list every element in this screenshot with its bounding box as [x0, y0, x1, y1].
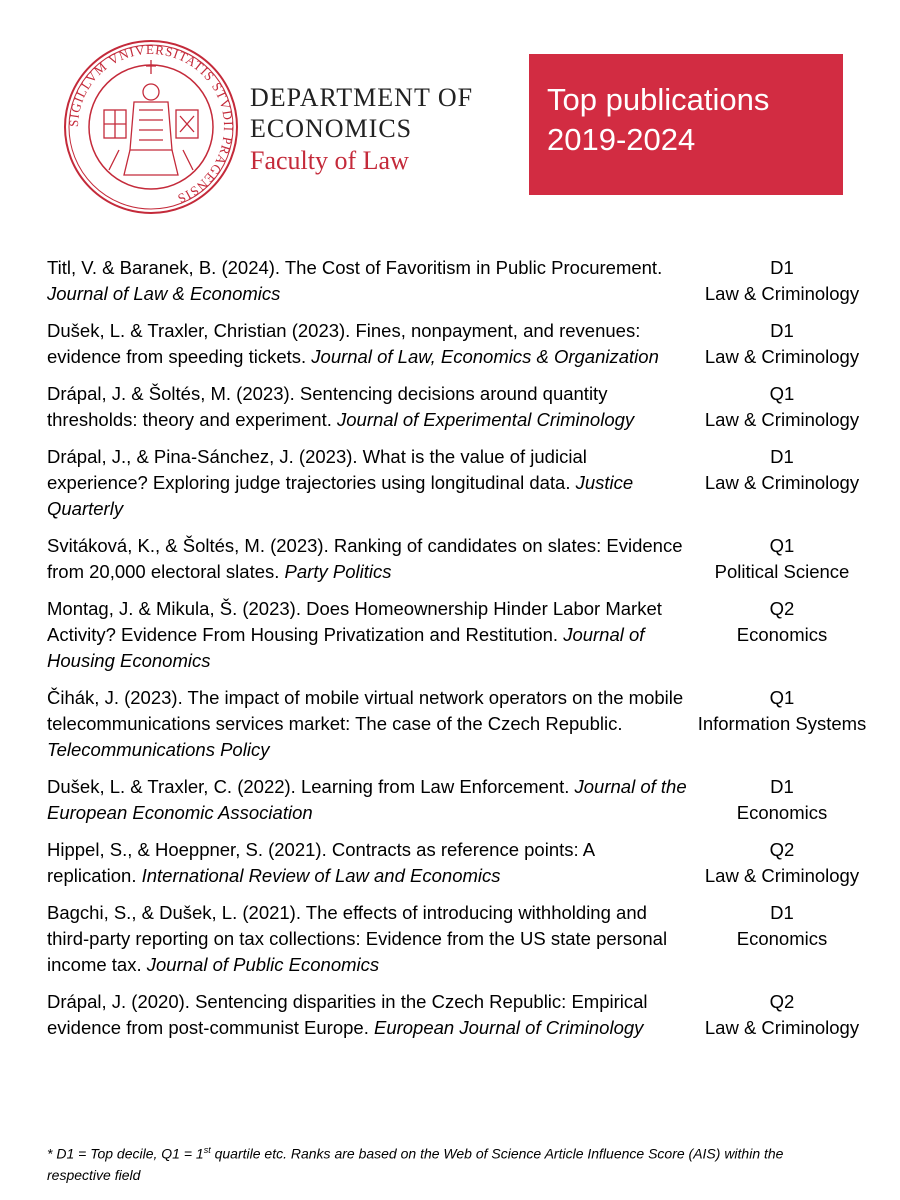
- journal-name: International Review of Law and Economics: [141, 865, 501, 886]
- university-seal-logo: [64, 40, 238, 214]
- citation-text: Hippel, S., & Hoeppner, S. (2021). Contracts as reference points: A replication.: [47, 839, 595, 886]
- ranking: [687, 837, 877, 889]
- publication-entry: [47, 596, 877, 674]
- banner-title-line-2: 2019-2024: [547, 122, 696, 157]
- rank-field: Law & Criminology: [704, 346, 860, 367]
- journal-name: Journal of Law & Economics: [47, 283, 281, 304]
- citation-text: Titl, V. & Baranek, B. (2024). The Cost of Favoritism in Public Procurement.: [47, 257, 663, 278]
- ranking: [687, 318, 877, 370]
- publication-entry: [47, 774, 877, 826]
- publication-entry: [47, 381, 877, 433]
- ranking: [687, 774, 877, 826]
- rank-field: Law & Criminology: [704, 1017, 860, 1038]
- rank-field: Information Systems: [697, 713, 867, 734]
- citation-text: Svitáková, K., & Šoltés, M. (2023). Ranking of candidates on slates: Evidence from 20,000 electoral slates.: [47, 535, 683, 582]
- rank-field: Law & Criminology: [704, 283, 860, 304]
- citation: [47, 685, 687, 763]
- journal-name: Journal of Law, Economics & Organization: [311, 346, 659, 367]
- citation-text: Čihák, J. (2023). The impact of mobile virtual network operators on the mobile telecommunications services market: The case of the Czech Republic.: [47, 687, 684, 734]
- citation: [47, 989, 687, 1041]
- publication-entry: [47, 533, 877, 585]
- ranking: [687, 989, 877, 1041]
- rank-tier: D1: [770, 446, 794, 467]
- publication-entry: [47, 989, 877, 1041]
- rank-tier: D1: [770, 320, 794, 341]
- rank-tier: D1: [770, 902, 794, 923]
- journal-name: Journal of Public Economics: [146, 954, 380, 975]
- footnote-superscript: st: [203, 1145, 211, 1155]
- rank-tier: Q1: [769, 383, 795, 404]
- citation: [47, 596, 687, 674]
- journal-name: Telecommunications Policy: [47, 739, 270, 760]
- journal-name: Justice Quarterly: [47, 472, 634, 519]
- rank-tier: Q1: [769, 535, 795, 556]
- publication-entry: [47, 837, 877, 889]
- svg-text:SIGILLVM VNIVERSITATIS STVDII: SIGILLVM VNIVERSITATIS STVDII PRAGENSIS: [65, 41, 237, 207]
- citation-text: Montag, J. & Mikula, Š. (2023). Does Homeownership Hinder Labor Market Activity? Evidence From Housing Privatization and Restitution.: [47, 598, 662, 645]
- publication-entry: [47, 444, 877, 522]
- banner-title-line-1: Top publications: [547, 82, 770, 117]
- journal-name: Party Politics: [284, 561, 392, 582]
- citation-text: Dušek, L. & Traxler, C. (2022). Learning from Law Enforcement.: [47, 776, 575, 797]
- citation: [47, 837, 687, 889]
- rank-tier: Q2: [769, 598, 795, 619]
- citation: [47, 444, 687, 522]
- citation: [47, 381, 687, 433]
- rank-field: Economics: [736, 928, 828, 949]
- ranking: [687, 900, 877, 978]
- publication-entry: [47, 685, 877, 763]
- citation: [47, 900, 687, 978]
- footnote: [47, 1140, 807, 1186]
- footnote-text-1: * D1 = Top decile, Q1 = 1: [47, 1145, 204, 1162]
- dept-line-2: ECONOMICS: [250, 114, 413, 143]
- faculty-line: Faculty of Law: [250, 146, 409, 175]
- citation-text: Dušek, L. & Traxler, Christian (2023). Fines, nonpayment, and revenues: evidence from speeding tickets.: [47, 320, 641, 367]
- rank-tier: D1: [770, 257, 794, 278]
- citation: [47, 255, 687, 307]
- publication-entry: [47, 900, 877, 978]
- citation-text: Bagchi, S., & Dušek, L. (2021). The effects of introducing withholding and third-party reporting on tax collections: Evidence from the US state personal income tax.: [47, 902, 668, 975]
- rank-tier: Q2: [769, 991, 795, 1012]
- ranking: [687, 596, 877, 674]
- rank-field: Law & Criminology: [704, 409, 860, 430]
- rank-tier: D1: [770, 776, 794, 797]
- rank-field: Law & Criminology: [704, 865, 860, 886]
- citation-text: Drápal, J. (2020). Sentencing disparities in the Czech Republic: Empirical evidence from post-communist Europe.: [47, 991, 648, 1038]
- citation: [47, 774, 687, 826]
- publication-entry: [47, 255, 877, 307]
- citation: [47, 533, 687, 585]
- journal-name: Journal of Experimental Criminology: [337, 409, 635, 430]
- title-banner: [529, 54, 843, 195]
- rank-tier: Q2: [769, 839, 795, 860]
- ranking: [687, 381, 877, 433]
- ranking: [687, 255, 877, 307]
- citation-text: Drápal, J., & Pina-Sánchez, J. (2023). What is the value of judicial experience? Exploring judge trajectories using longitudinal data.: [47, 446, 587, 493]
- ranking: [687, 444, 877, 522]
- rank-field: Law & Criminology: [704, 472, 860, 493]
- rank-field: Economics: [736, 624, 828, 645]
- journal-name: Journal of the European Economic Association: [47, 776, 687, 823]
- ranking: [687, 533, 877, 585]
- citation: [47, 318, 687, 370]
- citation-text: Drápal, J. & Šoltés, M. (2023). Sentencing decisions around quantity thresholds: theory and experiment.: [47, 383, 608, 430]
- journal-name: Journal of Housing Economics: [47, 624, 645, 671]
- journal-name: European Journal of Criminology: [373, 1017, 644, 1038]
- publication-entry: [47, 318, 877, 370]
- rank-field: Political Science: [714, 561, 850, 582]
- footnote-text-2: quartile etc. Ranks are based on the Web of Science Article Influence Score (AIS) within the respective field: [47, 1145, 784, 1183]
- department-name: [250, 82, 520, 178]
- ranking: [687, 685, 877, 763]
- dept-line-1: DEPARTMENT OF: [250, 83, 474, 112]
- rank-field: Economics: [736, 802, 828, 823]
- publication-list: [47, 255, 877, 1052]
- rank-tier: Q1: [769, 687, 795, 708]
